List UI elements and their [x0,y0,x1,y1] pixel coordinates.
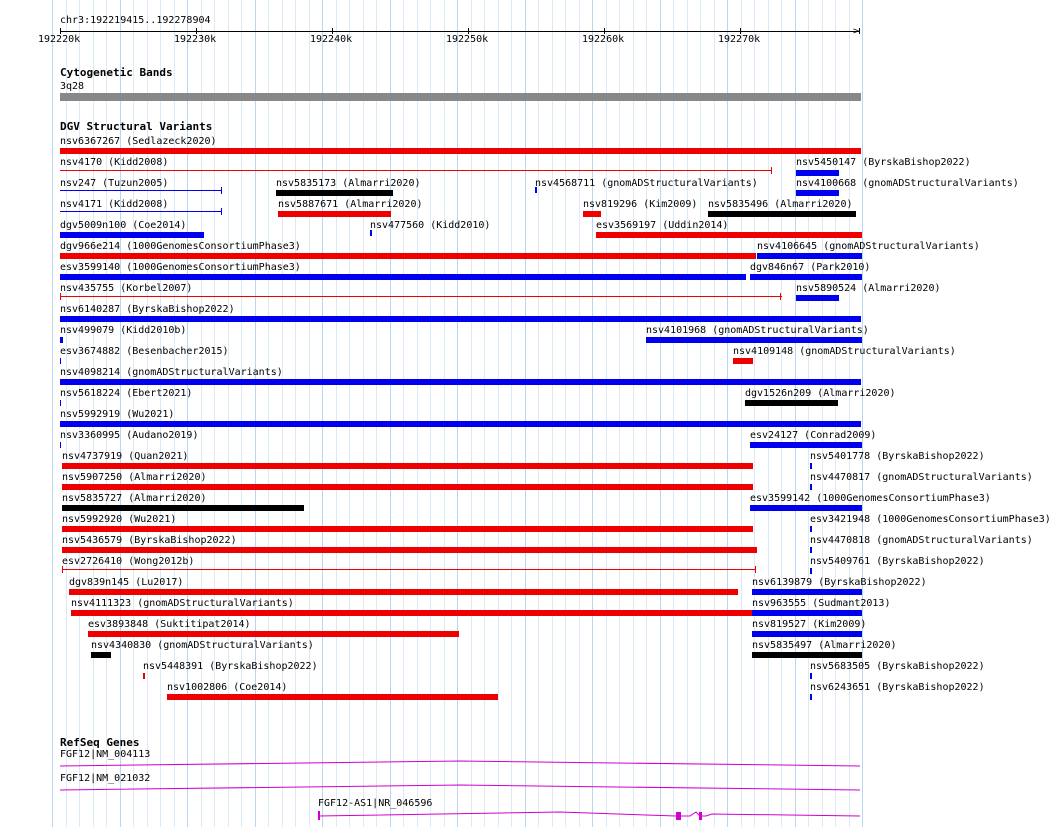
sv-feature-label: nsv5835497 (Almarri2020) [752,640,897,651]
sv-feature-label: esv3569197 (Uddin2014) [596,220,729,231]
sv-feature-label: nsv5887671 (Almarri2020) [278,199,423,210]
sv-feature-label: esv2726410 (Wong2012b) [62,556,195,567]
ruler-tick-label: 192240k [310,34,353,45]
ruler-tick-label: 192260k [582,34,625,45]
sv-feature-label: nsv499079 (Kidd2010b) [60,325,187,336]
sv-feature-label: dgv5009n100 (Coe2014) [60,220,187,231]
sv-feature-label: esv3599140 (1000GenomesConsortiumPhase3) [60,262,301,273]
sv-feature-label: nsv5409761 (ByrskaBishop2022) [810,556,985,567]
sv-feature-label: nsv4109148 (gnomADStructuralVariants) [733,346,956,357]
sv-feature-label: nsv5618224 (Ebert2021) [60,388,193,399]
sv-feature-label: nsv819296 (Kim2009) [583,199,698,210]
sv-feature-label: nsv247 (Tuzun2005) [60,178,169,189]
gene-exon[interactable] [318,811,320,820]
sv-feature-label: nsv6140287 (ByrskaBishop2022) [60,304,235,315]
sv-feature-label: nsv6243651 (ByrskaBishop2022) [810,682,985,693]
sv-feature-label: esv3599142 (1000GenomesConsortiumPhase3) [750,493,991,504]
gene-intron-line[interactable] [60,785,860,790]
scroll-right-arrow-icon[interactable]: > [853,26,860,37]
sv-feature-label: dgv846n67 (Park2010) [750,262,871,273]
ruler-tick-label: 192250k [446,34,489,45]
sv-feature-label: nsv5992920 (Wu2021) [62,514,177,525]
sv-feature-label: nsv963555 (Sudmant2013) [752,598,891,609]
sv-feature-label: nsv6367267 (Sedlazeck2020) [60,136,217,147]
ruler-tick-label: 192220k [38,34,81,45]
sv-feature-label: nsv5436579 (ByrskaBishop2022) [62,535,237,546]
sv-feature-label: nsv4101968 (gnomADStructuralVariants) [646,325,869,336]
sv-feature-label: nsv4737919 (Quan2021) [62,451,189,462]
dgv-track-title: DGV Structural Variants [60,120,213,133]
sv-feature-label: nsv5450147 (ByrskaBishop2022) [796,157,971,168]
ruler-tick-label: 192270k [718,34,761,45]
gene-exon[interactable] [676,812,681,820]
sv-feature-label: nsv3360995 (Audano2019) [60,430,199,441]
sv-feature-label: nsv4098214 (gnomADStructuralVariants) [60,367,283,378]
sv-feature-label: nsv4470817 (gnomADStructuralVariants) [810,472,1033,483]
gene-intron-line[interactable] [318,812,860,816]
sv-feature-label: esv3421948 (1000GenomesConsortiumPhase3) [810,514,1051,525]
sv-feature-label: nsv1002806 (Coe2014) [167,682,288,693]
sv-feature-label: nsv4470818 (gnomADStructuralVariants) [810,535,1033,546]
sv-feature-label: nsv4170 (Kidd2008) [60,157,169,168]
refseq-track-title: RefSeq Genes [60,736,140,749]
region-label: chr3:192219415..192278904 [60,15,211,26]
gene-label: FGF12|NM_021032 [60,773,151,784]
sv-feature-label: nsv819527 (Kim2009) [752,619,867,630]
sv-feature-label: nsv5835173 (Almarri2020) [276,178,421,189]
sv-feature-label: nsv435755 (Korbel2007) [60,283,193,294]
sv-feature-label: nsv5907250 (Almarri2020) [62,472,207,483]
sv-feature-label: nsv5890524 (Almarri2020) [796,283,941,294]
sv-feature-label: nsv4340830 (gnomADStructuralVariants) [91,640,314,651]
sv-feature-label: dgv839n145 (Lu2017) [69,577,184,588]
cytoband-label: 3q28 [60,81,85,92]
sv-feature-label: nsv477560 (Kidd2010) [370,220,491,231]
sv-feature-label: esv3893848 (Suktitipat2014) [88,619,251,630]
sv-feature-label: nsv5835727 (Almarri2020) [62,493,207,504]
ruler-tick-label: 192230k [174,34,217,45]
sv-feature-label: nsv4568711 (gnomADStructuralVariants) [535,178,758,189]
gene-intron-line[interactable] [60,761,860,766]
sv-feature-label: nsv4100668 (gnomADStructuralVariants) [796,178,1019,189]
cytoband-track-title: Cytogenetic Bands [60,66,173,79]
sv-feature-label: dgv966e214 (1000GenomesConsortiumPhase3) [60,241,301,252]
sv-feature-label: nsv5992919 (Wu2021) [60,409,175,420]
sv-feature-label: nsv4111323 (gnomADStructuralVariants) [71,598,294,609]
sv-feature-label: nsv4106645 (gnomADStructuralVariants) [757,241,980,252]
sv-feature-label: dgv1526n209 (Almarri2020) [745,388,896,399]
gene-label: FGF12|NM_004113 [60,749,151,760]
sv-feature-label: nsv5401778 (ByrskaBishop2022) [810,451,985,462]
gene-label: FGF12-AS1|NR_046596 [318,798,433,809]
sv-feature-label: esv24127 (Conrad2009) [750,430,877,441]
sv-feature-label: esv3674882 (Besenbacher2015) [60,346,229,357]
sv-feature-label: nsv6139879 (ByrskaBishop2022) [752,577,927,588]
sv-feature-label: nsv5448391 (ByrskaBishop2022) [143,661,318,672]
sv-feature-label: nsv5683505 (ByrskaBishop2022) [810,661,985,672]
sv-feature-label: nsv5835496 (Almarri2020) [708,199,853,210]
sv-feature-label: nsv4171 (Kidd2008) [60,199,169,210]
gene-exon[interactable] [699,812,702,820]
